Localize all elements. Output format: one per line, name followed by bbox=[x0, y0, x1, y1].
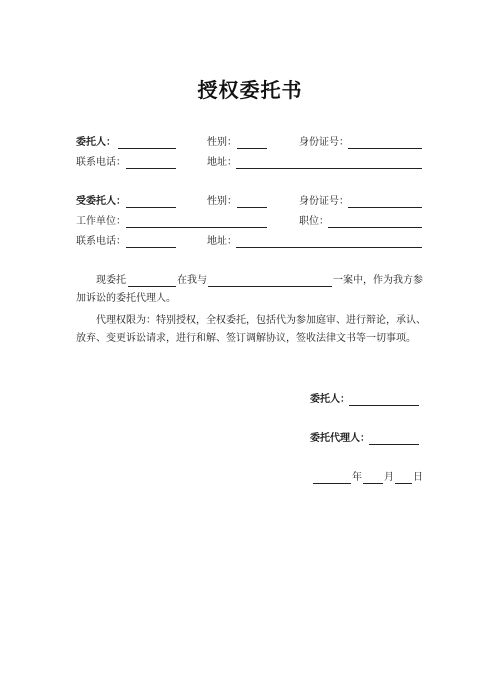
agent-position-label: 职位： bbox=[299, 216, 329, 227]
signature-principal-field[interactable] bbox=[349, 405, 419, 406]
principal-phone-label: 联系电话： bbox=[76, 157, 126, 168]
principal-name-label: 委托人： bbox=[76, 137, 116, 148]
signature-agent-label: 委托代理人： bbox=[310, 433, 370, 444]
agent-address-label: 地址： bbox=[207, 236, 237, 247]
agent-gender-field[interactable] bbox=[237, 207, 267, 208]
date-day-label: 日 bbox=[413, 472, 423, 483]
signature-agent-field[interactable] bbox=[369, 444, 419, 445]
agent-phone-field[interactable] bbox=[126, 247, 176, 248]
signature-principal-label: 委托人： bbox=[310, 394, 350, 405]
date-month-field[interactable] bbox=[363, 483, 383, 484]
principal-phone-field[interactable] bbox=[126, 168, 176, 169]
agent-employer-field[interactable] bbox=[126, 227, 267, 228]
p1-part-a: 现委托 bbox=[96, 275, 126, 286]
date-year-label: 年 bbox=[352, 472, 362, 483]
agent-position-field[interactable] bbox=[328, 227, 422, 228]
p1-part-b: 在我与 bbox=[177, 275, 207, 286]
p1-part-c: 一案中，作为我方参 bbox=[333, 275, 423, 286]
agent-id-field[interactable] bbox=[348, 207, 422, 208]
date-year-field[interactable] bbox=[313, 483, 351, 484]
principal-address-field[interactable] bbox=[236, 168, 422, 169]
principal-name-field[interactable] bbox=[118, 148, 176, 149]
agent-name-label: 受委托人： bbox=[76, 196, 126, 207]
principal-id-label: 身份证号： bbox=[299, 137, 349, 148]
agent-employer-label: 工作单位： bbox=[76, 216, 126, 227]
p1-part-d: 加诉讼的委托代理人。 bbox=[76, 293, 176, 304]
principal-gender-label: 性别： bbox=[207, 137, 237, 148]
case-party-blank[interactable] bbox=[208, 286, 332, 287]
principal-id-field[interactable] bbox=[348, 148, 422, 149]
agent-id-label: 身份证号： bbox=[299, 196, 349, 207]
p2-line-1: 代理权限为：特别授权，全权委托，包括代为参加庭审、进行辩论，承认、 bbox=[96, 315, 426, 326]
date-month-label: 月 bbox=[384, 472, 394, 483]
delegate-name-blank[interactable] bbox=[128, 286, 176, 287]
agent-address-field[interactable] bbox=[236, 247, 422, 248]
agent-phone-label: 联系电话： bbox=[76, 236, 126, 247]
agent-name-field[interactable] bbox=[126, 207, 176, 208]
principal-address-label: 地址： bbox=[207, 157, 237, 168]
agent-gender-label: 性别： bbox=[207, 196, 237, 207]
p2-line-2: 放弃、变更诉讼请求，进行和解、签订调解协议，签收法律文书等一切事项。 bbox=[76, 333, 416, 344]
date-day-field[interactable] bbox=[395, 483, 412, 484]
document-title: 授权委托书 bbox=[197, 78, 303, 102]
principal-gender-field[interactable] bbox=[237, 148, 267, 149]
